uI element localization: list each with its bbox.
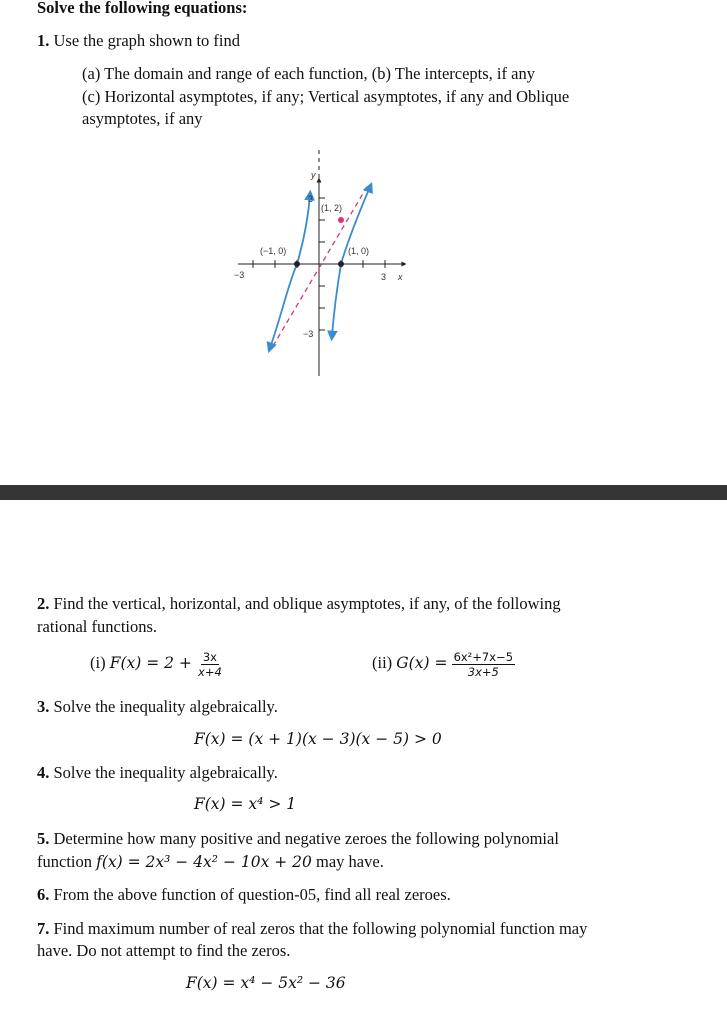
q1-part-c-continued: asymptotes, if any <box>82 109 203 128</box>
denominator: 3x+5 <box>467 664 499 679</box>
page-heading: Solve the following equations: <box>37 0 248 17</box>
q2-part-i <box>90 648 224 679</box>
denominator: x+4 <box>198 664 222 679</box>
question-number: 4. <box>37 763 50 782</box>
question-7 <box>37 918 587 940</box>
point-right-intercept <box>338 261 344 267</box>
question-4 <box>37 762 278 784</box>
point-label-top: (1, 2) <box>321 203 343 213</box>
question-text: From the above function of question-05, find all real zeroes. <box>53 885 451 904</box>
left-branch-curve <box>270 195 310 348</box>
point-left-intercept <box>294 261 300 267</box>
question-number: 2. <box>37 594 50 613</box>
question-number: 5. <box>37 829 50 848</box>
page-divider <box>0 485 727 500</box>
text-prefix: function <box>37 852 97 871</box>
question-5 <box>37 828 559 850</box>
numerator: 6x²+7x−5 <box>453 649 514 664</box>
q4-equation: F(x) = x⁴ > 1 <box>194 795 297 813</box>
equation-lhs: F(x) = 2 + <box>109 654 192 672</box>
x-axis-label: x <box>398 272 403 282</box>
question-text: Use the graph shown to find <box>53 31 241 50</box>
text-suffix: may have. <box>311 852 384 871</box>
numerator: 3x <box>202 649 217 664</box>
question-7-continued: have. Do not attempt to find the zeros. <box>37 941 291 960</box>
part-label: (ii) <box>372 653 393 672</box>
point-label-right: (1, 0) <box>348 246 370 256</box>
q7-equation: F(x) = x⁴ − 5x² − 36 <box>186 974 346 992</box>
tick-label-neg3-y: −3 <box>303 329 314 339</box>
question-text: Find the vertical, horizontal, and oblique asymptotes, if any, of the following <box>53 594 561 613</box>
question-number: 7. <box>37 919 50 938</box>
point-label-left: (−1, 0) <box>260 246 287 256</box>
polynomial-function: f(x) = 2x³ − 4x² − 10x + 20 <box>96 853 312 871</box>
question-2 <box>37 593 561 615</box>
function-graph <box>228 140 418 380</box>
question-number: 1. <box>37 31 50 50</box>
q2-part-ii <box>372 648 515 679</box>
tick-label-3-x: 3 <box>381 272 387 282</box>
question-text: Find maximum number of real zeros that the following polynomial function may <box>53 919 588 938</box>
question-number: 3. <box>37 697 50 716</box>
question-3 <box>37 696 278 718</box>
q1-part-c: (c) Horizontal asymptotes, if any; Vertical asymptotes, if any and Oblique <box>82 87 570 106</box>
question-5-continued <box>37 851 384 873</box>
fraction <box>452 650 515 679</box>
y-axis-label: y <box>311 170 316 180</box>
question-2-continued: rational functions. <box>37 617 158 636</box>
question-number: 6. <box>37 885 50 904</box>
question-1 <box>37 30 240 52</box>
equation-lhs: G(x) = <box>396 654 448 672</box>
question-6 <box>37 884 451 906</box>
tick-label-3-y: 3 <box>308 194 314 204</box>
tick-label-neg3-x: −3 <box>234 270 245 280</box>
point-top <box>338 217 344 223</box>
q3-equation: F(x) = (x + 1)(x − 3)(x − 5) > 0 <box>194 730 442 748</box>
part-label: (i) <box>90 653 106 672</box>
q1-part-a-b: (a) The domain and range of each function, (b) The intercepts, if any <box>82 64 535 83</box>
question-text: Determine how many positive and negative zeroes the following polynomial <box>53 829 559 848</box>
fraction <box>196 650 224 679</box>
question-text: Solve the inequality algebraically. <box>53 697 278 716</box>
question-text: Solve the inequality algebraically. <box>53 763 278 782</box>
